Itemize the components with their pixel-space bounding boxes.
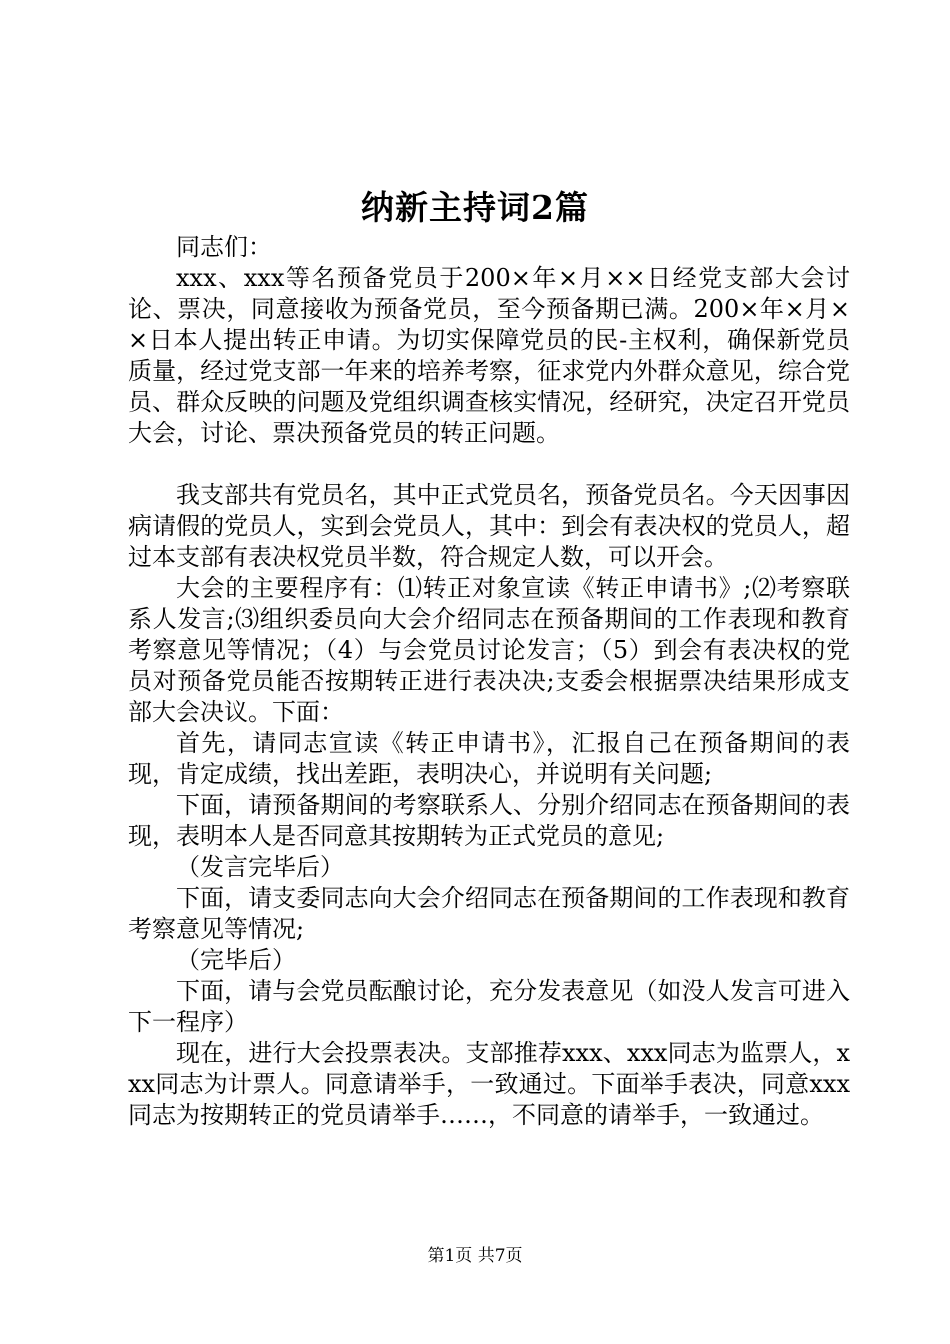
page-number-footer: 第1页 共7页 <box>427 1246 523 1266</box>
step-vote-paragraph: 现在，进行大会投票表决。支部推荐xxx、xxx同志为监票人，xxx同志为计票人。同意请举手，一致通过。下面举手表决，同意xxx同志为按期转正的党员请举手……，不同意的请举手，一致通过。 <box>128 1039 850 1129</box>
after-report-note: （完毕后） <box>176 946 296 974</box>
intro-paragraph: xxx、xxx等名预备党员于200×年×月××日经党支部大会讨论、票决，同意接收为预备党员，至今预备期已满。200×年×月××日本人提出转正申请。为切实保障党员的民-主权利，确保新党员质量，经过党支部一年来的培养考察，征求党内外群众意见，综合党员、群众反映的问题及党组织调查核实情况，经研究，决定召开党员大会，讨论、票决预备党员的转正问题。 <box>128 264 850 447</box>
step-read-application-paragraph: 首先，请同志宣读《转正申请书》，汇报自己在预备期间的表现，肯定成绩，找出差距，表明决心，并说明有关问题; <box>128 729 850 788</box>
attendance-paragraph: 我支部共有党员名，其中正式党员名，预备党员名。今天因事因病请假的党员人，实到会党员人，其中：到会有表决权的党员人，超过本支部有表决权党员半数，符合规定人数，可以开会。 <box>128 481 850 571</box>
agenda-paragraph: 大会的主要程序有：⑴转正对象宣读《转正申请书》;⑵考察联系人发言;⑶组织委员向大会介绍同志在预备期间的工作表现和教育考察意见等情况；（4）与会党员讨论发言；（5）到会有表决权的党员对预备党员能否按期转正进行表决决;支委会根据票决结果形成支部大会决议。下面： <box>128 574 850 726</box>
step-contact-speech-paragraph: 下面，请预备期间的考察联系人、分别介绍同志在预备期间的表现，表明本人是否同意其按期转为正式党员的意见; <box>128 791 850 850</box>
after-speech-note: （发言完毕后） <box>176 853 344 881</box>
salutation-paragraph: 同志们： <box>176 233 272 261</box>
document-title: 纳新主持词2篇 <box>361 188 589 227</box>
step-discussion-paragraph: 下面，请与会党员酝酿讨论，充分发表意见（如没人发言可进入下一程序） <box>128 977 850 1036</box>
step-committee-report-paragraph: 下面，请支委同志向大会介绍同志在预备期间的工作表现和教育考察意见等情况; <box>128 884 850 943</box>
document-body <box>128 232 850 1131</box>
